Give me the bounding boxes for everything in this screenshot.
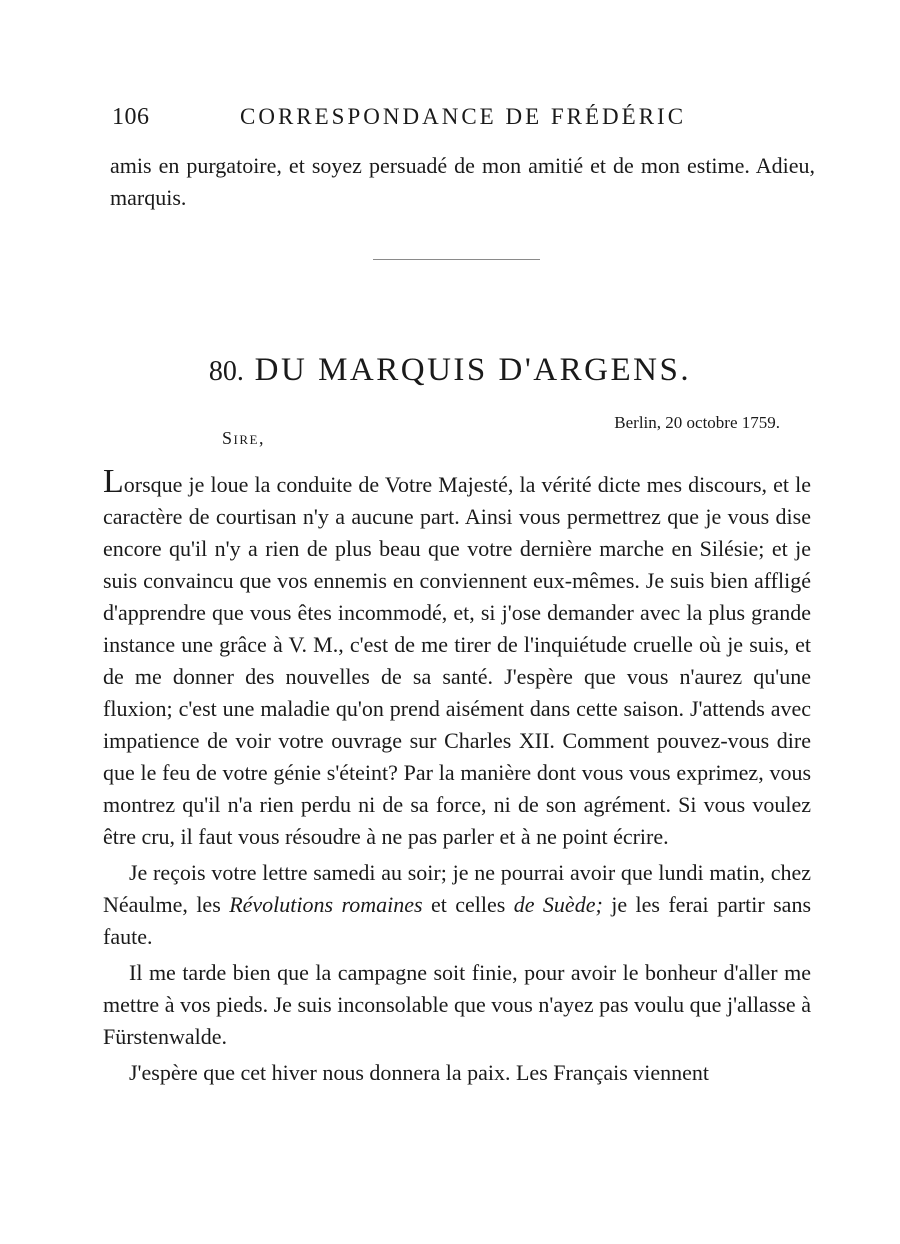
- letter-title: DU MARQUIS D'ARGENS.: [254, 352, 692, 388]
- paragraph-2-text-a: Je reçois votre lettre samedi au soir; je ne pourrai avoir que lundi matin, chez Néaulme, les: [103, 860, 811, 917]
- continuation-paragraph: amis en purgatoire, et soyez persuadé de mon amitié et de mon estime. Adieu, marquis.: [110, 153, 815, 210]
- paragraph-1-text: orsque je loue la conduite de Votre Majesté, la vérité dicte mes discours, et le caractère de courtisan n'y a aucune part. Ainsi vous permettrez que je vous dise encore qu'il n'y a rien de plus beau que votre dernière marche en Silésie; et je suis convaincu que vos ennemis en conviennent eux-mêmes. Je suis bien affligé d'apprendre que vous êtes incommodé, et, si j'ose demander avec la plus grande instance une grâce à V. M., c'est de me tirer de l'inquiétude cruelle où je suis, et de me donner des nouvelles de sa santé. J'espère que vous n'aurez qu'une fluxion; c'est une maladie qu'on prend aisément dans cette saison. J'attends avec impatience de voir votre ouvrage sur Charles XII. Comment pouvez-vous dire que le feu de votre génie s'éteint? Par la manière dont vous vous exprimez, vous montrez qu'il n'a rien perdu ni de sa force, ni de son agrément. Si vous voulez être cru, il faut vous résoudre à ne pas parler et à ne point écrire.: [103, 472, 811, 849]
- salutation-text: Sire,: [222, 428, 265, 448]
- paragraph-2-text-c: je les ferai partir sans faute.: [103, 892, 812, 949]
- drop-cap: L: [103, 463, 124, 500]
- book-title-revolutions-romaines: Révolutions romaines: [229, 892, 423, 917]
- paragraph-4: J'espère que cet hiver nous donnera la paix. Les Français viennent: [129, 1060, 710, 1085]
- paragraph-3: Il me tarde bien que la campagne soit finie, pour avoir le bonheur d'aller me mettre à vos pieds. Je suis inconsolable que vous n'ayez pas voulu que j'allasse à Fürstenwalde.: [103, 960, 811, 1049]
- dateline: Berlin, 20 octobre 1759.: [614, 413, 780, 432]
- page-number: 106: [112, 104, 150, 130]
- salutation: [222, 428, 265, 449]
- section-divider: [373, 259, 540, 260]
- continuation-text: [110, 150, 815, 214]
- letter-heading: [0, 352, 900, 389]
- paragraph-2: [103, 857, 811, 953]
- letter-body: [103, 463, 812, 1093]
- running-head: [110, 104, 800, 134]
- letter-number: 80.: [208, 356, 244, 387]
- book-title-suede: de Suède;: [513, 892, 603, 917]
- paragraph-2-text-b: et celles: [422, 892, 514, 917]
- paragraph-1: [103, 463, 811, 853]
- running-title: CORRESPONDANCE DE FRÉDÉRIC: [240, 104, 687, 129]
